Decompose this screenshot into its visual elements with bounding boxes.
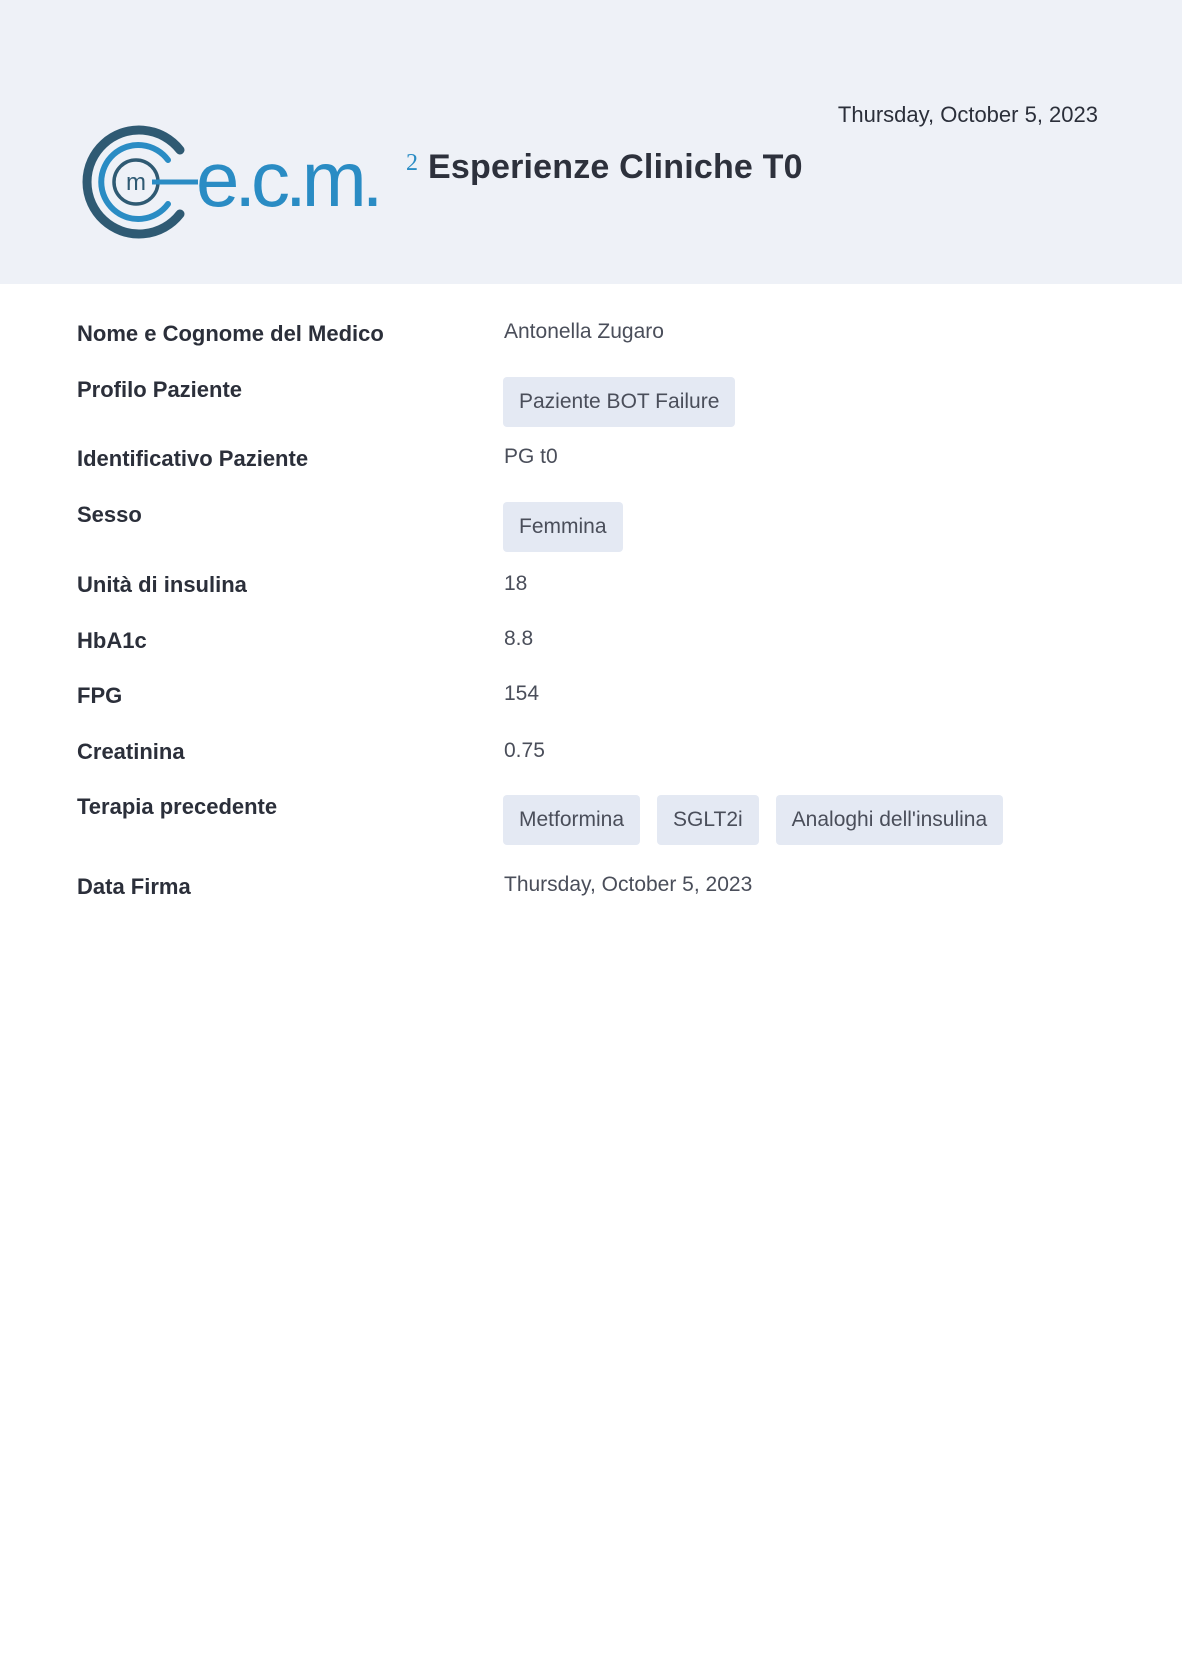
chip-terapia-metformina: Metformina	[503, 795, 640, 845]
label-terapia: Terapia precedente	[77, 794, 278, 819]
chips-sesso	[503, 502, 623, 552]
label-creatinina: Creatinina	[77, 739, 185, 764]
label-medico: Nome e Cognome del Medico	[77, 321, 384, 346]
ecm-logo	[76, 120, 421, 240]
chip-sesso: Femmina	[503, 502, 623, 552]
value-identificativo: PG t0	[504, 445, 558, 468]
value-creatinina: 0.75	[504, 739, 545, 762]
chips-profilo	[503, 377, 735, 427]
chip-profilo: Paziente BOT Failure	[503, 377, 735, 427]
chip-terapia-sglt2i: SGLT2i	[657, 795, 759, 845]
report-header	[0, 0, 1182, 284]
chips-terapia	[503, 795, 1003, 845]
chip-terapia-analoghi: Analoghi dell'insulina	[776, 795, 1003, 845]
value-hba1c: 8.8	[504, 627, 534, 650]
label-hba1c: HbA1c	[77, 628, 147, 653]
value-medico: Antonella Zugaro	[504, 320, 664, 343]
value-fpg: 154	[504, 682, 540, 705]
label-profilo: Profilo Paziente	[77, 377, 243, 402]
value-data-firma: Thursday, October 5, 2023	[504, 873, 753, 896]
document-title: Esperienze Cliniche T0	[428, 148, 803, 186]
label-data-firma: Data Firma	[77, 874, 191, 899]
logo-superscript: 2	[406, 150, 418, 176]
label-sesso: Sesso	[77, 502, 142, 527]
label-insulina: Unità di insulina	[77, 572, 247, 597]
logo-inner-letter: m	[126, 169, 146, 196]
logo-text: e.c.m.	[196, 135, 379, 223]
value-insulina: 18	[504, 572, 528, 595]
label-fpg: FPG	[77, 683, 123, 708]
header-date: Thursday, October 5, 2023	[837, 102, 1098, 127]
label-identificativo: Identificativo Paziente	[77, 446, 309, 471]
